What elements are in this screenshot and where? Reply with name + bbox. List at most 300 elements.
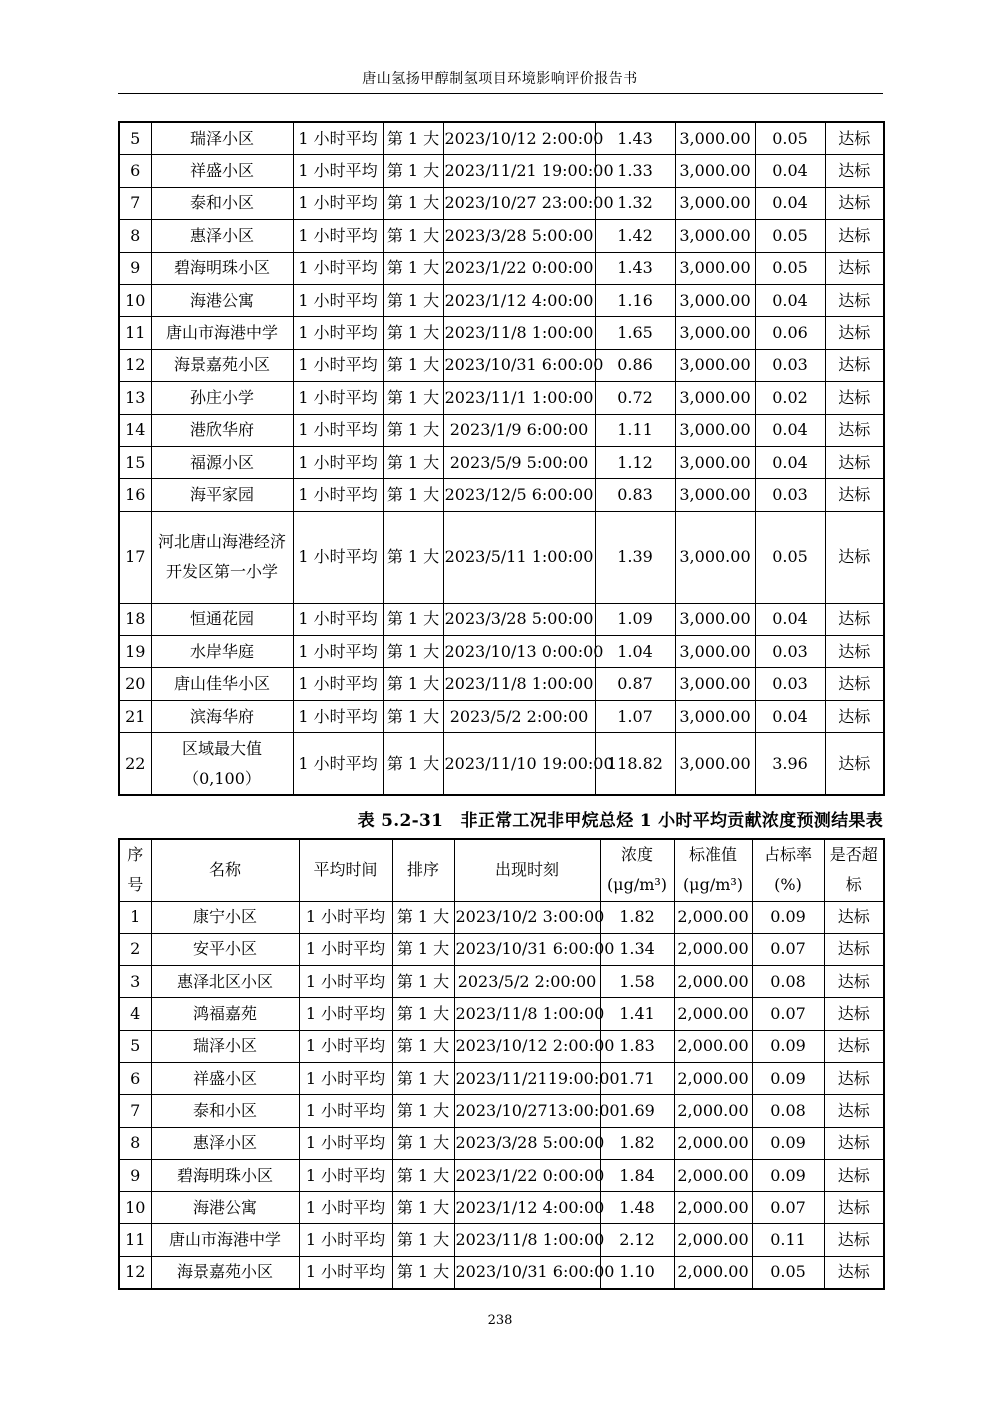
- table-cell: 惠泽小区: [151, 220, 293, 252]
- table-cell: 6: [119, 1062, 151, 1094]
- table-cell: 达标: [825, 636, 884, 668]
- table-cell: 0.04: [755, 155, 825, 187]
- table-cell: 11: [119, 317, 151, 349]
- table-cell: 祥盛小区: [151, 155, 293, 187]
- table-cell: 1 小时平均: [299, 1127, 392, 1159]
- table-cell: 达标: [824, 1256, 884, 1289]
- table-cell: 1 小时平均: [293, 479, 383, 511]
- table-cell: 唐山市海港中学: [151, 317, 293, 349]
- table-cell: 康宁小区: [151, 901, 299, 933]
- table-cell: 2023/3/28 5:00:00: [443, 603, 595, 635]
- table-cell: 达标: [825, 700, 884, 732]
- table-cell: 0.05: [755, 220, 825, 252]
- table-cell: 6: [119, 155, 151, 187]
- table-cell: 1 小时平均: [299, 1095, 392, 1127]
- table-cell: 达标: [824, 966, 884, 998]
- table-cell: 惠泽小区: [151, 1127, 299, 1159]
- table-cell: 1 小时平均: [299, 1030, 392, 1062]
- table-row: [119, 284, 884, 316]
- table-nmhc-body: [119, 839, 884, 1289]
- table-cell: 2,000.00: [674, 1159, 752, 1191]
- table-cell: 达标: [825, 733, 884, 795]
- table-cell: 2023/10/31 6:00:00: [443, 349, 595, 381]
- table-row: [119, 1095, 884, 1127]
- page-header-title: 唐山氢扬甲醇制氢项目环境影响评价报告书: [362, 71, 638, 87]
- table-cell: 达标: [825, 317, 884, 349]
- table-cell: 1.07: [595, 700, 675, 732]
- table-cell: 第 1 大: [392, 966, 454, 998]
- table-cell: 海港公寓: [151, 284, 293, 316]
- table-cell: 港欣华府: [151, 414, 293, 446]
- table-cell: 恒通花园: [151, 603, 293, 635]
- page-number: 238: [487, 1313, 513, 1328]
- table-cell: 第 1 大: [392, 1030, 454, 1062]
- table-row: [119, 1127, 884, 1159]
- table-cell: 1: [119, 901, 151, 933]
- table-cell: 祥盛小区: [151, 1062, 299, 1094]
- table-row: [119, 1062, 884, 1094]
- table-cell: 19: [119, 636, 151, 668]
- table-cell: 达标: [824, 1030, 884, 1062]
- table-cell: 1 小时平均: [293, 511, 383, 603]
- table-nmhc: [118, 838, 885, 1290]
- table-cell: 3,000.00: [675, 668, 755, 700]
- table-cell: 瑞泽小区: [151, 122, 293, 155]
- table-cell: 1.82: [600, 901, 674, 933]
- table-cell: 第 1 大: [383, 668, 443, 700]
- table-row: [119, 479, 884, 511]
- table-cell: 第 1 大: [383, 220, 443, 252]
- table-cell: 15: [119, 446, 151, 478]
- table-cell: 1 小时平均: [293, 187, 383, 219]
- table-cell: 1 小时平均: [293, 155, 383, 187]
- table-cell: 2023/5/9 5:00:00: [443, 446, 595, 478]
- table-cell: 0.09: [752, 1062, 824, 1094]
- table-cell: 2023/11/2119:00:00: [454, 1062, 600, 1094]
- table-cell: 20: [119, 668, 151, 700]
- table-cell: 1 小时平均: [299, 998, 392, 1030]
- table-cell: 1 小时平均: [299, 1224, 392, 1256]
- table-cell: 达标: [824, 901, 884, 933]
- table-cell: 17: [119, 511, 151, 603]
- table-cell: 第 1 大: [392, 1256, 454, 1289]
- table-cell: 1.83: [600, 1030, 674, 1062]
- table-cell: 碧海明珠小区: [151, 1159, 299, 1191]
- table-cell: 1.43: [595, 252, 675, 284]
- table-cell: 7: [119, 187, 151, 219]
- table-continued-body: [119, 122, 884, 795]
- table-cell: 滨海华府: [151, 700, 293, 732]
- table-cell: 孙庄小学: [151, 382, 293, 414]
- table-cell: 0.86: [595, 349, 675, 381]
- table-cell: 第 1 大: [383, 349, 443, 381]
- table-cell: 达标: [824, 1127, 884, 1159]
- table-cell: 2023/3/28 5:00:00: [454, 1127, 600, 1159]
- table-cell: 2023/10/2 3:00:00: [454, 901, 600, 933]
- table-row: [119, 1159, 884, 1191]
- table-cell: 第 1 大: [392, 1062, 454, 1094]
- table-cell: 第 1 大: [383, 382, 443, 414]
- table-cell: 0.03: [755, 349, 825, 381]
- table-cell: 0.05: [755, 252, 825, 284]
- table-cell: 泰和小区: [151, 1095, 299, 1127]
- table-cell: 1.10: [600, 1256, 674, 1289]
- table-cell: 0.72: [595, 382, 675, 414]
- table-cell: 2,000.00: [674, 901, 752, 933]
- table-cell: 1 小时平均: [293, 122, 383, 155]
- table-cell: 2023/1/12 4:00:00: [443, 284, 595, 316]
- table-cell: 12: [119, 349, 151, 381]
- table-cell: 0.07: [752, 1192, 824, 1224]
- table-cell: 0.05: [755, 511, 825, 603]
- table-cell: 2023/11/8 1:00:00: [454, 998, 600, 1030]
- table-cell: 2.12: [600, 1224, 674, 1256]
- table-cell: 第 1 大: [383, 733, 443, 795]
- table-cell: 1.84: [600, 1159, 674, 1191]
- table-cell: 1.04: [595, 636, 675, 668]
- table-cell: 1 小时平均: [299, 1062, 392, 1094]
- table-cell: 11: [119, 1224, 151, 1256]
- table-cell: 第 1 大: [392, 998, 454, 1030]
- table-cell: 达标: [825, 511, 884, 603]
- table-row: [119, 1192, 884, 1224]
- table-cell: 2,000.00: [674, 1030, 752, 1062]
- table-cell: 1.43: [595, 122, 675, 155]
- table-cell: 达标: [825, 446, 884, 478]
- table-cell: 3,000.00: [675, 155, 755, 187]
- table-cell: 2023/3/28 5:00:00: [443, 220, 595, 252]
- table-cell: 第 1 大: [383, 603, 443, 635]
- table-cell: 14: [119, 414, 151, 446]
- table-row: [119, 1256, 884, 1289]
- table-cell: 第 1 大: [383, 511, 443, 603]
- table-cell: 1 小时平均: [293, 668, 383, 700]
- table-cell: 1 小时平均: [299, 966, 392, 998]
- table-cell: 1 小时平均: [293, 636, 383, 668]
- table-cell: 2023/10/2713:00:00: [454, 1095, 600, 1127]
- table-cell: 达标: [825, 252, 884, 284]
- table-cell: 3,000.00: [675, 220, 755, 252]
- table-cell: 2023/1/22 0:00:00: [454, 1159, 600, 1191]
- table-cell: 第 1 大: [383, 252, 443, 284]
- table-cell: 0.04: [755, 414, 825, 446]
- header-cell: 排序: [392, 839, 454, 901]
- table-cell: 3,000.00: [675, 603, 755, 635]
- header-cell: 浓度 (μg/m³): [600, 839, 674, 901]
- table-row: [119, 511, 884, 603]
- table-cell: 1 小时平均: [293, 317, 383, 349]
- table-cell: 2023/11/8 1:00:00: [443, 668, 595, 700]
- table-cell: 1 小时平均: [299, 1159, 392, 1191]
- table-row: [119, 187, 884, 219]
- table-cell: 0.06: [755, 317, 825, 349]
- table-cell: 10: [119, 1192, 151, 1224]
- table-row: [119, 636, 884, 668]
- table-row: [119, 901, 884, 933]
- table-cell: 达标: [825, 414, 884, 446]
- table-row: [119, 382, 884, 414]
- table-cell: 2,000.00: [674, 1095, 752, 1127]
- table-cell: 3,000.00: [675, 446, 755, 478]
- table-cell: 1 小时平均: [293, 733, 383, 795]
- header-cell: 占标率 (%): [752, 839, 824, 901]
- table-cell: 0.09: [752, 1159, 824, 1191]
- table-cell: 河北唐山海港经济开发区第一小学: [151, 511, 293, 603]
- table-cell: 海港公寓: [151, 1192, 299, 1224]
- table-cell: 达标: [824, 1062, 884, 1094]
- table-cell: 3,000.00: [675, 479, 755, 511]
- table-cell: 达标: [824, 1192, 884, 1224]
- table-cell: 0.04: [755, 603, 825, 635]
- table-cell: 2,000.00: [674, 933, 752, 965]
- table-cell: 2,000.00: [674, 998, 752, 1030]
- table-cell: 0.09: [752, 1030, 824, 1062]
- table-cell: 3,000.00: [675, 414, 755, 446]
- table-cell: 16: [119, 479, 151, 511]
- table-cell: 唐山佳华小区: [151, 668, 293, 700]
- table-cell: 0.09: [752, 1127, 824, 1159]
- table-cell: 第 1 大: [383, 446, 443, 478]
- table-cell: 2,000.00: [674, 1192, 752, 1224]
- table-cell: 0.11: [752, 1224, 824, 1256]
- table-cell: 区域最大值 （0,100）: [151, 733, 293, 795]
- table-cell: 3,000.00: [675, 382, 755, 414]
- table-cell: 0.03: [755, 479, 825, 511]
- table-cell: 4: [119, 998, 151, 1030]
- table-cell: 1 小时平均: [299, 1192, 392, 1224]
- table-cell: 唐山市海港中学: [151, 1224, 299, 1256]
- table-cell: 0.05: [752, 1256, 824, 1289]
- table-cell: 0.04: [755, 700, 825, 732]
- table-row: [119, 155, 884, 187]
- table-cell: 2023/10/12 2:00:00: [454, 1030, 600, 1062]
- table-cell: 2023/11/1 1:00:00: [443, 382, 595, 414]
- table-cell: 第 1 大: [392, 1127, 454, 1159]
- table-cell: 0.08: [752, 1095, 824, 1127]
- table-cell: 3,000.00: [675, 636, 755, 668]
- table-cell: 2023/10/13 0:00:00: [443, 636, 595, 668]
- table-cell: 第 1 大: [383, 122, 443, 155]
- table-cell: 达标: [825, 122, 884, 155]
- table-cell: 1 小时平均: [293, 349, 383, 381]
- table-row: [119, 1224, 884, 1256]
- table-cell: 0.07: [752, 998, 824, 1030]
- table-row: [119, 446, 884, 478]
- table-cell: 第 1 大: [392, 901, 454, 933]
- table-cell: 第 1 大: [392, 1192, 454, 1224]
- table-cell: 达标: [825, 668, 884, 700]
- table-cell: 海景嘉苑小区: [151, 1256, 299, 1289]
- table-cell: 21: [119, 700, 151, 732]
- table-cell: 1 小时平均: [299, 901, 392, 933]
- table-cell: 3,000.00: [675, 700, 755, 732]
- table-cell: 0.04: [755, 446, 825, 478]
- table-row: [119, 252, 884, 284]
- table-cell: 1 小时平均: [293, 220, 383, 252]
- table-cell: 1.16: [595, 284, 675, 316]
- table-cell: 海景嘉苑小区: [151, 349, 293, 381]
- table-cell: 1 小时平均: [299, 933, 392, 965]
- header-cell: 平均时间: [299, 839, 392, 901]
- header-cell: 序号: [119, 839, 151, 901]
- table-header-row: [119, 839, 884, 901]
- table-cell: 12: [119, 1256, 151, 1289]
- table-cell: 3,000.00: [675, 284, 755, 316]
- table-cell: 瑞泽小区: [151, 1030, 299, 1062]
- table-cell: 3,000.00: [675, 252, 755, 284]
- header-cell: 出现时刻: [454, 839, 600, 901]
- table-row: [119, 603, 884, 635]
- table-cell: 2: [119, 933, 151, 965]
- table-cell: 1 小时平均: [299, 1256, 392, 1289]
- table-cell: 第 1 大: [383, 187, 443, 219]
- table-cell: 第 1 大: [392, 1095, 454, 1127]
- table-cell: 达标: [824, 1159, 884, 1191]
- table-cell: 0.87: [595, 668, 675, 700]
- table-cell: 1.39: [595, 511, 675, 603]
- table-cell: 1.34: [600, 933, 674, 965]
- table-cell: 5: [119, 1030, 151, 1062]
- table-cell: 福源小区: [151, 446, 293, 478]
- table-cell: 2023/10/31 6:00:00: [454, 1256, 600, 1289]
- table-row: [119, 349, 884, 381]
- table-cell: 第 1 大: [383, 317, 443, 349]
- table-cell: 2023/11/10 19:00:00: [443, 733, 595, 795]
- table-cell: 2023/1/9 6:00:00: [443, 414, 595, 446]
- table-cell: 第 1 大: [383, 414, 443, 446]
- table-cell: 7: [119, 1095, 151, 1127]
- table-cell: 3,000.00: [675, 317, 755, 349]
- table-cell: 1 小时平均: [293, 382, 383, 414]
- table-cell: 0.03: [755, 636, 825, 668]
- table-row: [119, 733, 884, 795]
- table-cell: 5: [119, 122, 151, 155]
- table-continued: [118, 121, 885, 796]
- table-row: [119, 668, 884, 700]
- header-cell: 标准值 (μg/m³): [674, 839, 752, 901]
- table-cell: 2023/12/5 6:00:00: [443, 479, 595, 511]
- table-cell: 3: [119, 966, 151, 998]
- table-cell: 1 小时平均: [293, 700, 383, 732]
- table-cell: 0.05: [755, 122, 825, 155]
- table-cell: 第 1 大: [392, 1159, 454, 1191]
- table-cell: 3,000.00: [675, 122, 755, 155]
- table-cell: 1.42: [595, 220, 675, 252]
- table-row: [119, 122, 884, 155]
- table-cell: 第 1 大: [383, 700, 443, 732]
- table-cell: 2,000.00: [674, 1256, 752, 1289]
- table-cell: 达标: [825, 479, 884, 511]
- table-cell: 泰和小区: [151, 187, 293, 219]
- table-cell: 惠泽北区小区: [151, 966, 299, 998]
- table-cell: 22: [119, 733, 151, 795]
- table-cell: 第 1 大: [392, 933, 454, 965]
- table-cell: 2023/5/2 2:00:00: [454, 966, 600, 998]
- table-cell: 1 小时平均: [293, 252, 383, 284]
- table-cell: 2023/1/12 4:00:00: [454, 1192, 600, 1224]
- table-cell: 1.82: [600, 1127, 674, 1159]
- table-cell: 1.12: [595, 446, 675, 478]
- table-cell: 第 1 大: [392, 1224, 454, 1256]
- table-cell: 1 小时平均: [293, 446, 383, 478]
- header-rule: [118, 93, 883, 94]
- table-row: [119, 414, 884, 446]
- table-cell: 3,000.00: [675, 733, 755, 795]
- table-row: [119, 933, 884, 965]
- table-cell: 第 1 大: [383, 479, 443, 511]
- table-cell: 2023/1/22 0:00:00: [443, 252, 595, 284]
- table-cell: 0.02: [755, 382, 825, 414]
- table-row: [119, 966, 884, 998]
- table-cell: 达标: [824, 933, 884, 965]
- table-cell: 2023/5/2 2:00:00: [443, 700, 595, 732]
- table-cell: 0.03: [755, 668, 825, 700]
- table-cell: 达标: [824, 1224, 884, 1256]
- table-cell: 2023/10/12 2:00:00: [443, 122, 595, 155]
- table-cell: 第 1 大: [383, 155, 443, 187]
- table-cell: 1 小时平均: [293, 603, 383, 635]
- table-cell: 碧海明珠小区: [151, 252, 293, 284]
- table-cell: 3,000.00: [675, 349, 755, 381]
- table-row: [119, 700, 884, 732]
- table-cell: 1 小时平均: [293, 414, 383, 446]
- header-cell: 名称: [151, 839, 299, 901]
- table-cell: 0.09: [752, 901, 824, 933]
- table-cell: 达标: [824, 1095, 884, 1127]
- table-cell: 2,000.00: [674, 1224, 752, 1256]
- table-cell: 第 1 大: [383, 636, 443, 668]
- table-cell: 达标: [825, 603, 884, 635]
- table-cell: 2,000.00: [674, 1127, 752, 1159]
- table-cell: 118.82: [595, 733, 675, 795]
- table-cell: 3,000.00: [675, 187, 755, 219]
- table-cell: 达标: [825, 349, 884, 381]
- table-cell: 13: [119, 382, 151, 414]
- table-cell: 1.65: [595, 317, 675, 349]
- table-cell: 安平小区: [151, 933, 299, 965]
- table-row: [119, 317, 884, 349]
- table-cell: 鸿福嘉苑: [151, 998, 299, 1030]
- table-cell: 2023/10/27 23:00:00: [443, 187, 595, 219]
- table-cell: 1.41: [600, 998, 674, 1030]
- table-cell: 1.33: [595, 155, 675, 187]
- table-cell: 2023/10/31 6:00:00: [454, 933, 600, 965]
- table-cell: 2,000.00: [674, 966, 752, 998]
- table-cell: 水岸华庭: [151, 636, 293, 668]
- table-cell: 1.09: [595, 603, 675, 635]
- table-cell: 1.11: [595, 414, 675, 446]
- table-cell: 1.69: [600, 1095, 674, 1127]
- table-cell: 第 1 大: [383, 284, 443, 316]
- table-cell: 1 小时平均: [293, 284, 383, 316]
- table-cell: 9: [119, 252, 151, 284]
- table-cell: 2023/5/11 1:00:00: [443, 511, 595, 603]
- table-cell: 0.04: [755, 187, 825, 219]
- header-cell: 是否超标: [824, 839, 884, 901]
- table-cell: 1.58: [600, 966, 674, 998]
- table-row: [119, 1030, 884, 1062]
- table-cell: 10: [119, 284, 151, 316]
- table-cell: 2023/11/21 19:00:00: [443, 155, 595, 187]
- table-cell: 达标: [825, 220, 884, 252]
- table-cell: 8: [119, 1127, 151, 1159]
- table-cell: 达标: [825, 155, 884, 187]
- table-cell: 0.83: [595, 479, 675, 511]
- table-row: [119, 220, 884, 252]
- table-cell: 达标: [825, 382, 884, 414]
- table-cell: 1.32: [595, 187, 675, 219]
- table-cell: 8: [119, 220, 151, 252]
